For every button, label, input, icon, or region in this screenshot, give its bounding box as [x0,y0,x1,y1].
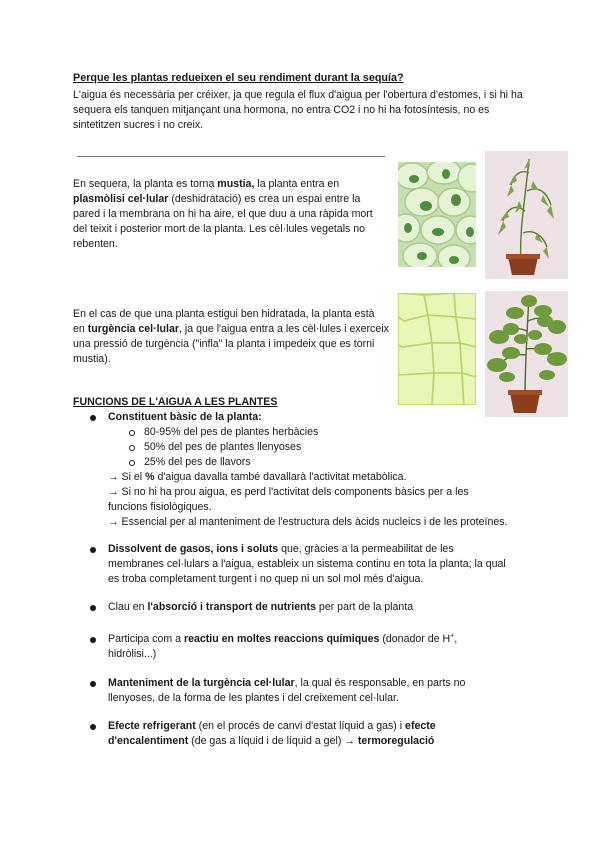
bullet-dot [90,415,96,421]
function-turgor-l1: Manteniment de la turgència cel·lular, la qual és responsable, en parts no [108,677,466,689]
wilting-paragraph: En sequera, la planta es torna mustia, la planta entra en plasmòlisi cel·lular (deshidratació) es crea un espai entre la pared i la membrana on hi ha aire, el que duu a una ràpida mort del teixit i posterior mort de la planta. Les cèl·lules vegetals no rebenten. [73,178,373,250]
function-constituent-title: Constituent bàsic de la planta: [108,411,262,423]
turgor-paragraph: En el cas de que una planta estigui ben hidratada, la planta està en turgència cel·lular, ja que l'aigua entra a les cèl·lules i exerceix una pressió de turgència ("infla" la planta i impedeix que es torni mustia). [73,308,389,365]
section-title: FUNCIONS DE L'AIGUA A LES PLANTES [73,396,278,408]
divider [77,156,385,157]
arrow-note-metabolic: → Si el % d'aigua davalla també davallarà l'activitat metabòlica. [108,471,407,483]
function-turgor-l2: llenyoses, de la forma de les plantes i del creixement cel·lular. [108,692,399,704]
function-solvent-l1: Dissolvent de gasos, ions i soluts que, gràcies a la permeabilitat de les [108,543,454,555]
function-thermo-l1: Efecte refrigerant (en el procés de canvi d'estat líquid a gas) i efecte [108,720,436,732]
plasmolysed-cells-image [398,162,476,267]
sub-item-seeds: 25% del pes de llavors [144,456,251,468]
function-thermo-l2: d'encalentiment (de gas a líquid i de líquid a gel) → termoregulació [108,735,435,747]
function-reactant-l2: hidròlisi...) [108,648,157,660]
function-absorption: Clau en l'absorció i transport de nutrients per part de la planta [108,601,414,613]
function-solvent-l3: es troba completament turgent i no quep ni un sol mol més d'aigua. [108,573,424,585]
sub-bullet-circle [129,460,135,466]
intro-paragraph: L'aigua és necessària per créixer, ja que regula el flux d'aigua per l'obertura d'estomes, i si hi ha sequera els tanquen mitjançant una hormona, no entra CO2 i no hi ha fotosíntesis, no es sintetitzen sucres i no creix. [73,89,523,131]
bullet-dot [90,547,96,553]
bullet-dot [90,724,96,730]
sub-item-woody: 50% del pes de plantes llenyoses [144,441,302,453]
arrow-note-nucleic: → Essencial per al manteniment de l'estructura dels àcids nucleics i de les proteïnes. [108,516,508,528]
arrow-note-components-l1: → Si no hi ha prou aigua, es perd l'activitat dels components bàsics per a les [108,486,469,498]
turgid-cells-image [398,293,476,405]
wilted-plant-image [485,151,568,279]
bullet-dot [90,637,96,643]
page-title: Perque les plantas redueixen el seu rendiment durant la sequía? [73,72,404,84]
sub-bullet-circle [129,430,135,436]
sub-item-herbaceous: 80-95% del pes de plantes herbàcies [144,426,319,438]
function-reactant-l1: Participa com a reactiu en moltes reaccions químiques (donador de H+, [108,632,458,645]
bullet-dot [90,681,96,687]
bullet-dot [90,605,96,611]
arrow-note-components-l2: funcions fisiològiques. [108,501,212,513]
sub-bullet-circle [129,445,135,451]
healthy-plant-image [485,291,568,417]
function-solvent-l2: membranes cel·lulars a l'aigua, estableix un sistema continu en tota la planta; la qual [108,558,506,570]
